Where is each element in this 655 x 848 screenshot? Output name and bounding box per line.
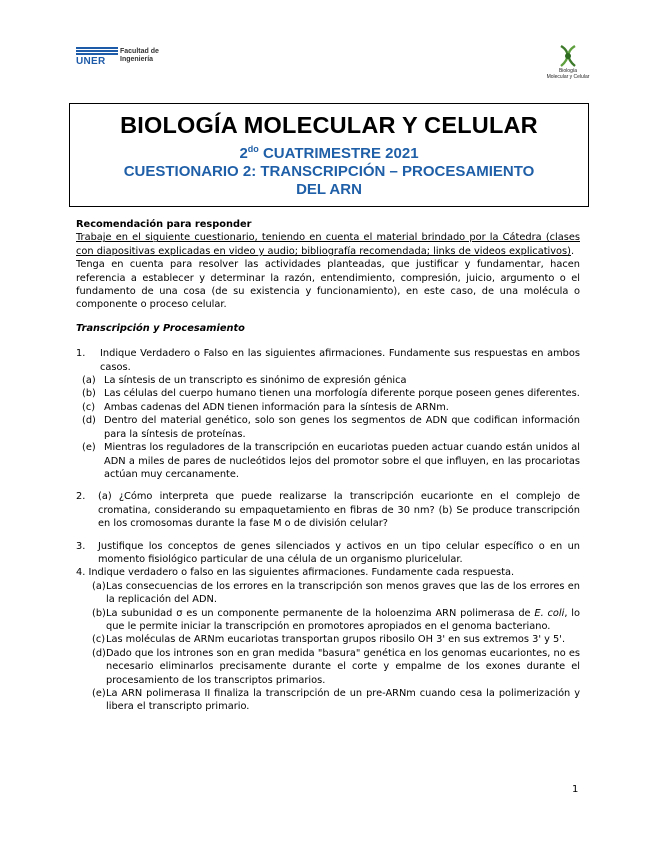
main-title: BIOLOGÍA MOLECULAR Y CELULAR: [120, 112, 538, 138]
item-text: Las moléculas de ARNm eucariotas transportan grupos ribosilo OH 3' en sus extremos 3' y 5'.: [106, 634, 566, 646]
term-title: [70, 140, 588, 163]
question-4-item: [92, 687, 580, 714]
question-1-item: [82, 374, 580, 387]
recommendation-underlined-end: .: [570, 245, 575, 257]
page-number: 1: [572, 784, 579, 795]
title-box: [69, 103, 589, 207]
item-text: La ARN polimerasa II finaliza la transcripción de un pre-ARNm cuando cesa la polimerización y libera el transcripto primario.: [106, 688, 580, 713]
question-3-text: Justifique los conceptos de genes silenciados y activos en un tipo celular específico o en un momento fisiológico particular de una célula de un organismo pluricelular.: [98, 540, 580, 565]
term-number: 2: [239, 145, 248, 162]
question-2-text: (a) ¿Cómo interpreta que puede realizarse la transcripción eucarionte en el complejo de cromatina, considerando su empaquetamiento en fibras de 30 nm? (b) Se produce transcripción en los cromosomas durante la fase M o de división celular?: [98, 491, 580, 530]
question-1-item: [82, 441, 580, 481]
item-label: (a): [82, 375, 96, 387]
question-2: [76, 490, 580, 530]
term-superscript: do: [247, 144, 259, 154]
item-text: La síntesis de un transcripto es sinónimo de expresión génica: [104, 375, 407, 387]
course-logo-caption: [538, 68, 598, 80]
faculty-line1: Facultad de: [120, 48, 159, 55]
question-1-item: [82, 401, 580, 414]
item-text: Las consecuencias de los errores en la transcripción son menos graves que las de los errores en la replicación del ADN.: [106, 580, 580, 606]
question-1-number: 1.: [76, 348, 86, 360]
item-text-part: , lo que le permite iniciar la transcripción en promotores apropiados en el genoma bacteriano.: [106, 607, 580, 632]
question-3-number: 3.: [76, 540, 86, 552]
uner-stripes-icon: [76, 47, 118, 56]
item-label: (e): [82, 442, 96, 454]
course-caption-line2: Molecular y Celular: [546, 74, 590, 80]
question-4-item: [92, 607, 580, 634]
dna-molecule-icon: [557, 44, 579, 68]
questionnaire-title-line2: DEL ARN: [296, 181, 362, 198]
question-1-item: [82, 387, 580, 400]
item-text-part: La subunidad σ es un componente permanente de la holoenzima ARN polimerasa de: [106, 607, 535, 619]
item-label: (e): [92, 688, 106, 699]
item-label: (d): [92, 647, 106, 659]
course-caption-line1: Biología: [558, 68, 578, 74]
item-label: (a): [92, 580, 106, 592]
term-rest: CUATRIMESTRE 2021: [258, 145, 419, 162]
question-1: [76, 347, 580, 374]
recommendation-paragraph: Tenga en cuenta para resolver las actividades planteadas, que justificar y fundamentar, hacen referencia a establecer y determinar la razón, entendimiento, compresión, juicio, argumento o el fundamento de una cosa (de su existencia y funcionamiento), en este caso, de una molécula o componente o proceso celular.: [76, 259, 580, 311]
recommendation-heading: Recomendación para responder: [76, 219, 252, 230]
question-4-item: [92, 580, 580, 607]
item-text: [106, 607, 580, 634]
species-name: E. coli: [534, 607, 565, 619]
question-4-item: [92, 647, 580, 687]
uner-acronym: UNER: [76, 56, 106, 67]
course-logo: [538, 44, 598, 88]
item-text: Las células del cuerpo humano tienen una morfología diferente porque poseen genes diferentes.: [104, 388, 580, 400]
item-text: Ambas cadenas del ADN tienen información para la síntesis de ARNm.: [104, 401, 449, 413]
item-text: Dado que los intrones son en gran medida "basura" genética en los genomas eucariontes, no es necesario eliminarlos precisamente durante el corte y empalme de los exones durante el procesamiento de los transcriptos primarios.: [106, 647, 580, 686]
question-3: [76, 540, 580, 567]
item-text: Dentro del material genético, solo son genes los segmentos de ADN que codifican información para la síntesis de proteínas.: [104, 415, 580, 440]
question-1-text: Indique Verdadero o Falso en las siguientes afirmaciones. Fundamente sus respuestas en ambos casos.: [100, 348, 580, 373]
item-label: (c): [82, 401, 96, 413]
faculty-line2: Ingeniería: [120, 56, 154, 63]
item-label: (d): [82, 415, 96, 427]
uner-logo: [76, 47, 166, 71]
document-body: [76, 218, 580, 714]
item-label: (c): [92, 634, 106, 646]
item-label: (b): [92, 607, 106, 619]
question-1-item: [82, 414, 580, 441]
item-label: (b): [82, 388, 96, 400]
question-2-number: 2.: [76, 491, 86, 503]
question-4-intro: 4. Indique verdadero o falso en las siguientes afirmaciones. Fundamente cada respuesta.: [76, 567, 515, 579]
faculty-name: [120, 48, 159, 64]
recommendation-underlined-text: Trabaje en el siguiente cuestionario, teniendo en cuenta el material brindado por la Cátedra (clases con diapositivas explicadas en video y audio; bibliografía recomendada; links de videos explicativos): [76, 232, 580, 257]
section-heading: Transcripción y Procesamiento: [76, 322, 245, 334]
recommendation-underlined-paragraph: [76, 231, 580, 258]
questionnaire-title-line1: CUESTIONARIO 2: TRANSCRIPCIÓN – PROCESAMIENTO: [123, 163, 535, 180]
item-text: Mientras los reguladores de la transcripción en eucariotas pueden actuar cuando están unidos al ADN a miles de pares de nucleótidos lejos del promotor sobre el que influyen, en las procariotas actúan muy cercanamente.: [104, 442, 580, 480]
question-4-item: [92, 633, 580, 646]
